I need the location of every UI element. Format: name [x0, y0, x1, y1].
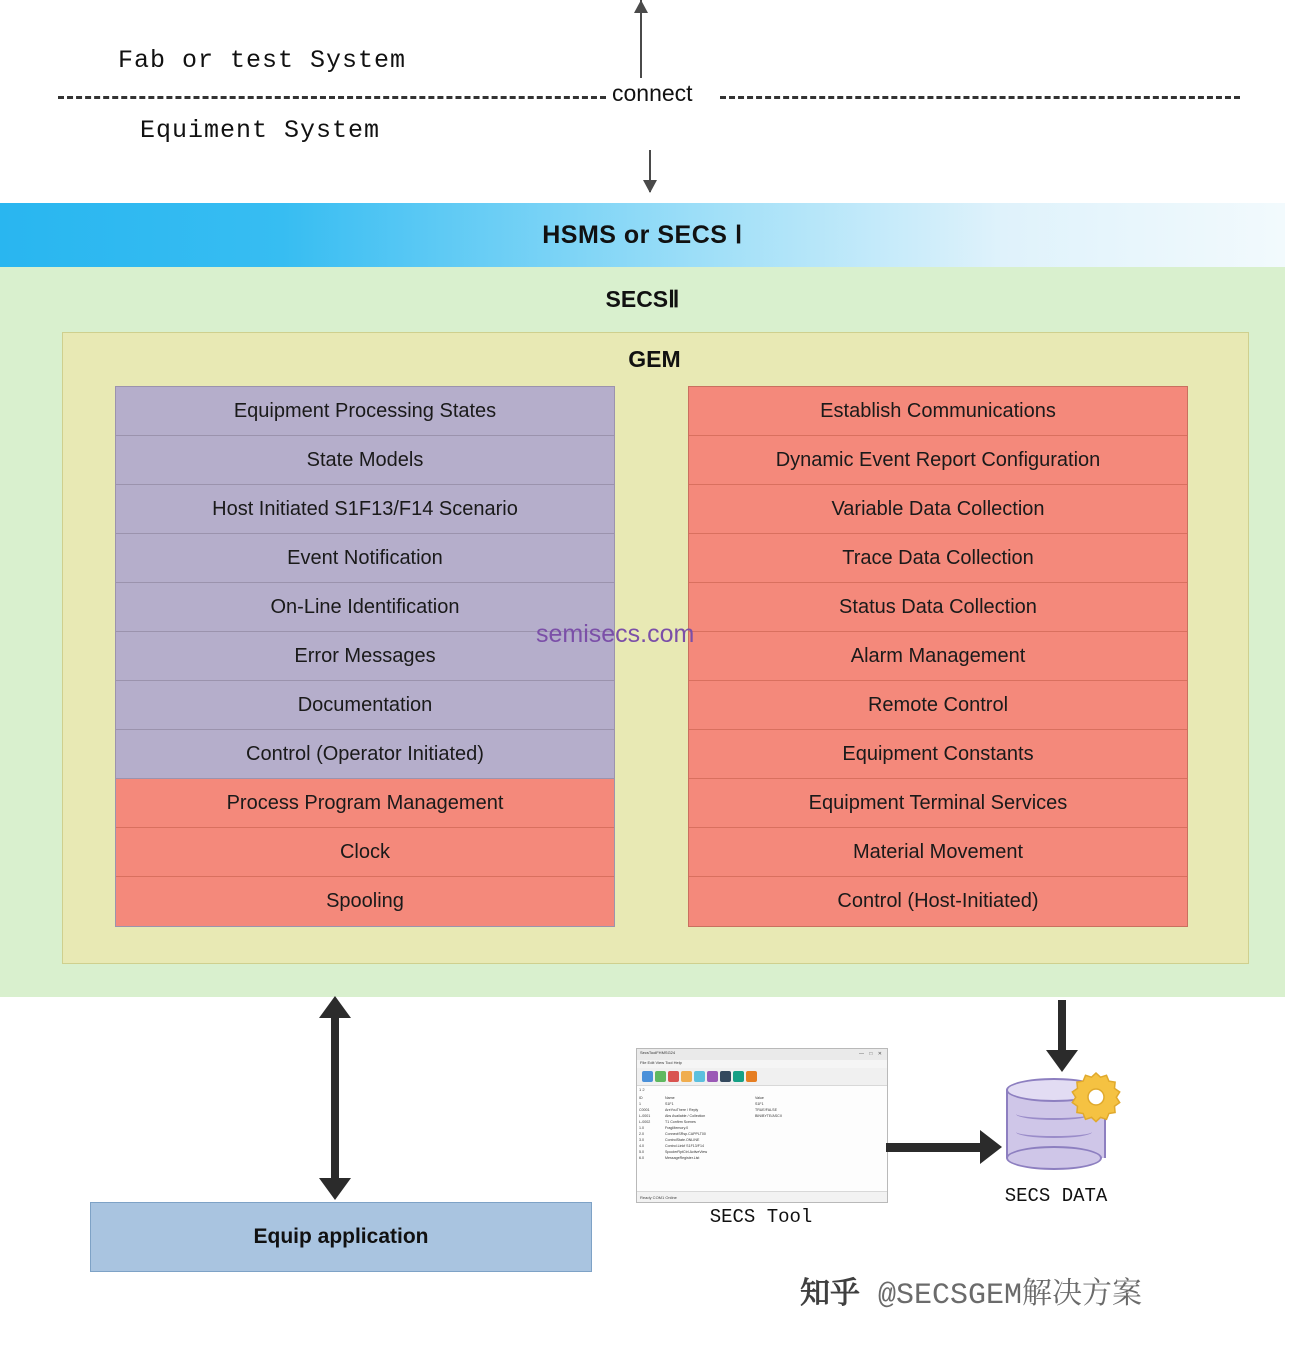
secs2-label: SECSⅡ: [605, 286, 680, 312]
table-cell: 3.0: [639, 1138, 644, 1142]
gem-capability-cell: Establish Communications: [689, 387, 1187, 436]
secs-tool-menu[interactable]: File Edit View Tool Help: [640, 1060, 682, 1065]
boundary-dashed-line-right: [720, 96, 1240, 99]
gem-left-capability-column: [115, 386, 615, 927]
secs-tool-toolbar-icon[interactable]: [746, 1071, 757, 1082]
gem-capability-cell: Error Messages: [116, 632, 614, 681]
table-cell: 1.0: [639, 1126, 644, 1130]
gem-capability-cell: Equipment Terminal Services: [689, 779, 1187, 828]
table-cell: TRUE/FALSE: [755, 1108, 777, 1112]
gem-capability-cell: Control (Host-Initiated): [689, 877, 1187, 926]
table-cell: 6.0: [639, 1156, 644, 1160]
equipment-connection-arrow-head: [643, 180, 657, 193]
secs-tool-toolbar-icon[interactable]: [720, 1071, 731, 1082]
secs-tool-column-header: Name: [665, 1096, 675, 1100]
table-cell: ConnectSRsp.CAPPLT00: [665, 1132, 706, 1136]
zhihu-account: @SECSGEM解决方案: [878, 1279, 1143, 1313]
site-watermark: semisecs.com: [536, 620, 695, 648]
secs-tool-column-header: ID: [639, 1096, 643, 1100]
zhihu-logo: 知乎: [800, 1279, 860, 1313]
tool-to-database-arrow-line: [886, 1143, 986, 1152]
gem-capability-cell: Dynamic Event Report Configuration: [689, 436, 1187, 485]
table-cell: L-0002: [639, 1120, 651, 1124]
gem-capability-cell: Alarm Management: [689, 632, 1187, 681]
gear-icon: [1068, 1068, 1124, 1124]
secs-tool-toolbar-icon[interactable]: [642, 1071, 653, 1082]
table-cell: L-0001: [639, 1114, 651, 1118]
table-cell: Abs Available / Collection: [665, 1114, 706, 1118]
table-cell: S1F1: [755, 1102, 764, 1106]
gem-capability-cell: Clock: [116, 828, 614, 877]
table-cell: MessageRegister.List: [665, 1156, 700, 1160]
gem-capability-cell: Equipment Processing States: [116, 387, 614, 436]
gem-capability-cell: Equipment Constants: [689, 730, 1187, 779]
zhihu-watermark: [800, 1268, 1142, 1313]
secs-tool-message-table: [639, 1095, 885, 1161]
secs-tool-toolbar-icon[interactable]: [694, 1071, 705, 1082]
table-cell: SpoolerRptCtrl.ActiveView: [665, 1150, 708, 1154]
gem-capability-cell: Documentation: [116, 681, 614, 730]
equipment-system-label: Equiment System: [140, 116, 381, 145]
gem-capability-cell: On-Line Identification: [116, 583, 614, 632]
secs-tool-toolbar-icon[interactable]: [655, 1071, 666, 1082]
table-cell: BIN/BYTE/ASCII: [755, 1114, 782, 1118]
table-cell: 5.0: [639, 1150, 644, 1154]
equip-application-label: Equip application: [253, 1225, 429, 1248]
gem-capability-cell: Material Movement: [689, 828, 1187, 877]
boundary-dashed-line-left: [58, 96, 606, 99]
gem-capability-cell: Control (Operator Initiated): [116, 730, 614, 779]
host-connection-arrow-head: [634, 0, 648, 13]
secs-tool-screenshot[interactable]: [636, 1048, 888, 1203]
gem-right-capability-column: [688, 386, 1188, 927]
equip-app-arrow-head-down: [319, 1178, 351, 1200]
table-cell: 1: [639, 1102, 641, 1106]
table-cell: 4.0: [639, 1144, 644, 1148]
connect-label: connect: [612, 80, 693, 106]
table-cell: Control.Linkf S1F13/F14: [665, 1144, 704, 1148]
table-cell: T1 Confirm Scenes: [665, 1120, 696, 1124]
tool-to-database-arrow-head: [980, 1130, 1002, 1164]
secs-tool-tabs[interactable]: 1 2: [639, 1087, 645, 1092]
gem-capability-cell: Variable Data Collection: [689, 485, 1187, 534]
table-cell: AreYouThere / Reply: [665, 1108, 699, 1112]
table-row[interactable]: [639, 1155, 885, 1161]
secs-tool-caption: SECS Tool: [709, 1206, 813, 1228]
table-cell: ControlState.ONLINE: [665, 1138, 700, 1142]
secs-tool-status-text: Ready COM1 Online: [640, 1195, 677, 1200]
equip-application-box: [90, 1202, 592, 1272]
gem-capability-cell: Host Initiated S1F13/F14 Scenario: [116, 485, 614, 534]
secs-tool-toolbar-icon[interactable]: [681, 1071, 692, 1082]
secs-tool-toolbar-icon[interactable]: [707, 1071, 718, 1082]
gem-capability-cell: Trace Data Collection: [689, 534, 1187, 583]
secs-tool-toolbar-icon[interactable]: [668, 1071, 679, 1082]
secs-tool-window-buttons[interactable]: — □ ✕: [859, 1051, 884, 1057]
gem-capability-cell: Status Data Collection: [689, 583, 1187, 632]
gem-capability-cell: Process Program Management: [116, 779, 614, 828]
table-cell: [755, 1155, 815, 1161]
gem-capability-cell: Spooling: [116, 877, 614, 926]
gem-capability-cell: State Models: [116, 436, 614, 485]
table-cell: 2.0: [639, 1132, 644, 1136]
hsms-secs1-layer: [0, 203, 1285, 267]
secs-tool-column-header: Value: [755, 1096, 764, 1100]
gem-capability-cell: Remote Control: [689, 681, 1187, 730]
equip-app-arrow-line: [331, 1010, 339, 1190]
table-cell: C0001: [639, 1108, 650, 1112]
secs-tool-toolbar-icon[interactable]: [733, 1071, 744, 1082]
table-cell: S1F1: [665, 1102, 674, 1106]
secs-data-caption: SECS DATA: [1004, 1185, 1108, 1207]
hsms-secs1-label: HSMS or SECS Ⅰ: [542, 221, 743, 249]
secs-tool-title: SecsToolFHMSG24: [640, 1050, 676, 1055]
table-cell: FragMemory.0: [665, 1126, 689, 1130]
gem-capability-cell: Event Notification: [116, 534, 614, 583]
gem-label: GEM: [628, 346, 681, 372]
fab-system-label: Fab or test System: [118, 46, 407, 75]
